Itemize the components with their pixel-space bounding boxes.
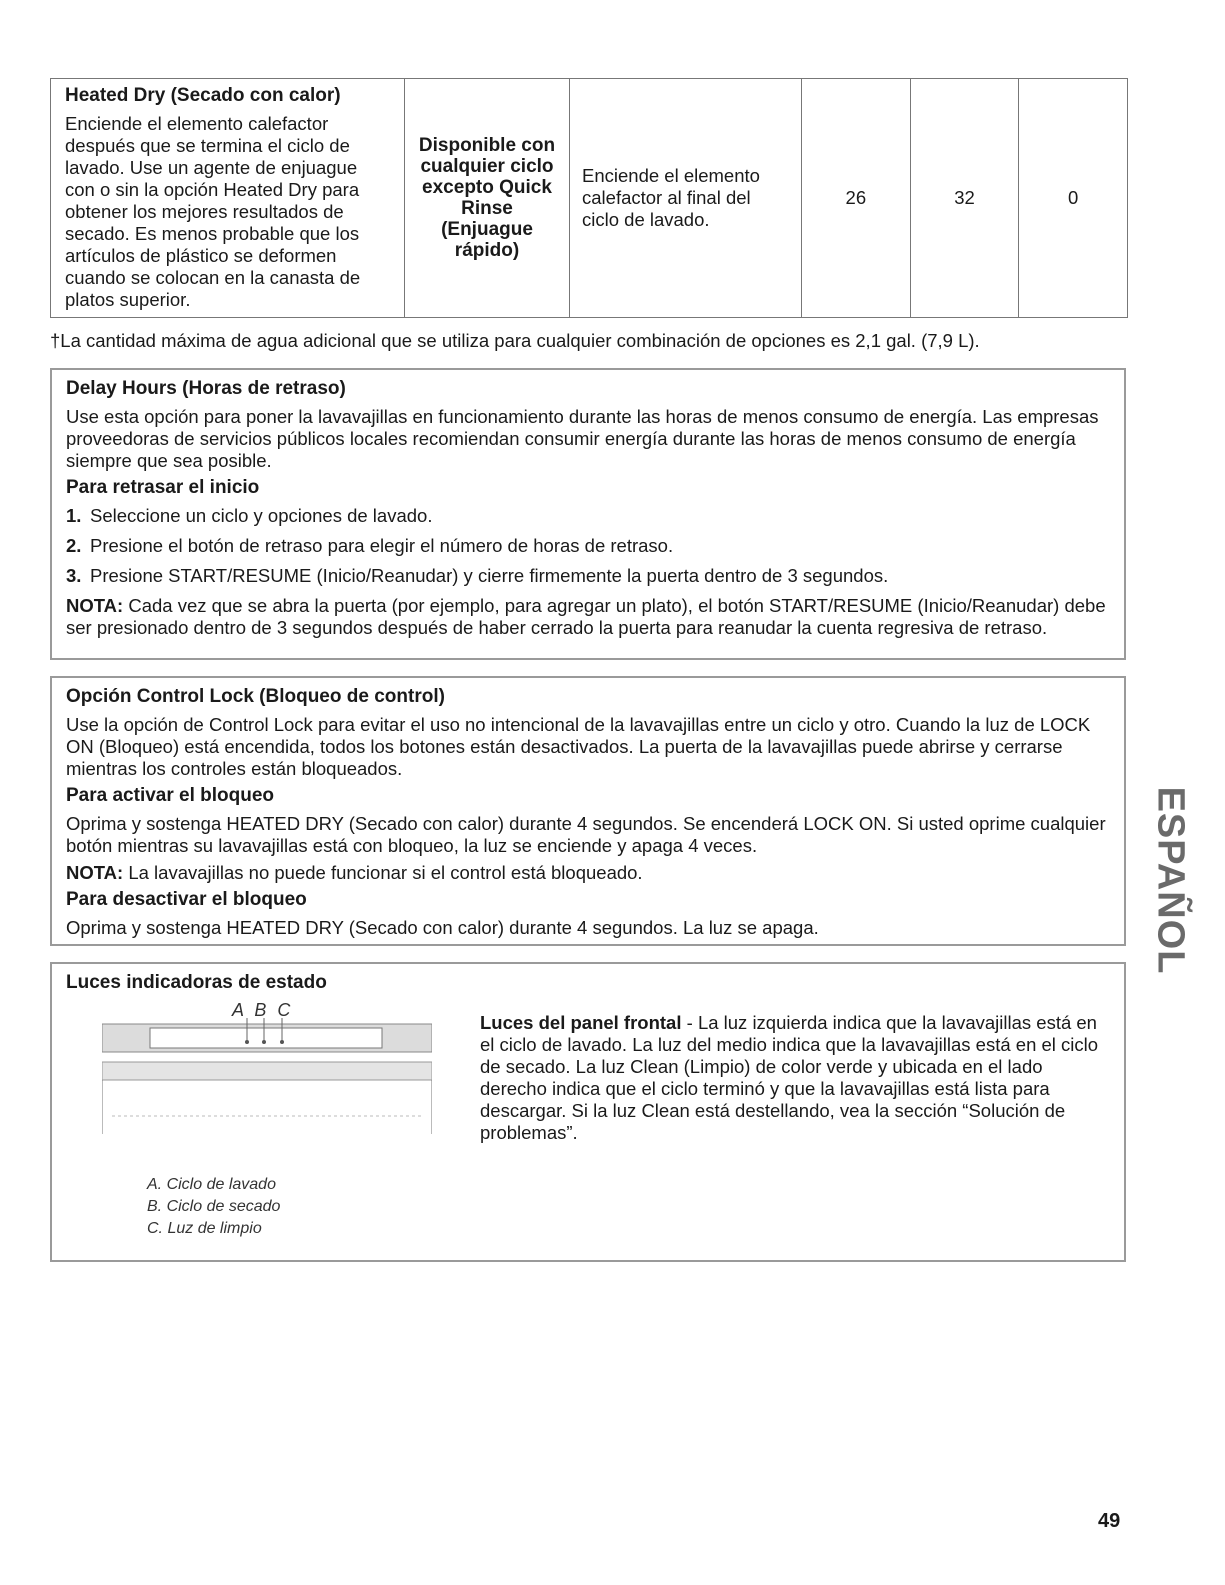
delay-hours-section [50, 368, 1126, 660]
footnote: †La cantidad máxima de agua adicional que se utiliza para cualquier combinación de opciones es 2,1 gal. (7,9 L). [50, 330, 980, 351]
value-cell-1: 26 [802, 79, 911, 318]
note-label: NOTA: [66, 862, 124, 883]
option-title: Heated Dry (Secado con calor) [65, 85, 341, 106]
list-item [66, 565, 1110, 587]
subsection-title: Para activar el bloqueo [66, 785, 275, 806]
step-text: Presione START/RESUME (Inicio/Reanudar) y cierre firmemente la puerta dentro de 3 segundos. [90, 565, 889, 586]
legend-item: A. Ciclo de lavado [147, 1176, 276, 1193]
step-number: 3. [66, 565, 82, 586]
legend-item: B. Ciclo de secado [147, 1198, 281, 1215]
list-item [66, 535, 1110, 557]
figure-legend [147, 1174, 280, 1240]
side-tab-label: ESPAÑOL [1149, 786, 1192, 974]
front-panel-lights-text [480, 1012, 1110, 1144]
paragraph: Oprima y sostenga HEATED DRY (Secado con calor) durante 4 segundos. Se encenderá LOCK ON. Si usted oprime cualquier botón mientras su lavavajillas está con bloqueo, la luz se enciende y apaga 4 veces. [66, 813, 1106, 856]
page-number: 49 [1098, 1510, 1121, 1532]
note-label: NOTA: [66, 595, 124, 616]
subsection-title: Para desactivar el bloqueo [66, 889, 307, 910]
step-text: Seleccione un ciclo y opciones de lavado. [90, 505, 433, 526]
option-function: Enciende el elemento calefactor al final del ciclo de lavado. [570, 79, 802, 318]
status-lights-section [50, 962, 1126, 1262]
note-text: La lavavajillas no puede funcionar si el control está bloqueado. [123, 862, 643, 883]
subsection-title: Para retrasar el inicio [66, 477, 260, 498]
section-intro: Use la opción de Control Lock para evitar el uso no intencional de la lavavajillas entre un ciclo y otro. Cuando la luz de LOCK ON (Bloqueo) está encendida, todos los botones están desactivados. La puerta de la lavavajillas puede abrirse y cerrarse mientras los controles están bloqueados. [66, 714, 1091, 779]
language-side-tab [1140, 786, 1200, 974]
step-number: 1. [66, 505, 82, 526]
value-cell-2: 32 [910, 79, 1019, 318]
table-row [51, 79, 1128, 318]
step-text: Presione el botón de retraso para elegir el número de horas de retraso. [90, 535, 674, 556]
section-intro: Use esta opción para poner la lavavajillas en funcionamiento durante las horas de menos consumo de energía. Las empresas proveedoras de servicios públicos locales recomiendan consumir energía durante las horas de menos consumo de energía siempre que sea posible. [66, 406, 1099, 471]
heated-dry-table [50, 78, 1128, 318]
section-title: Luces indicadoras de estado [66, 972, 327, 993]
steps-list [66, 505, 1110, 587]
list-item [66, 505, 1110, 527]
value-cell-3: 0 [1019, 79, 1128, 318]
section-title: Opción Control Lock (Bloqueo de control) [66, 686, 445, 707]
option-description: Enciende el elemento calefactor después que se termina el ciclo de lavado. Use un agente de enjuague con o sin la opción Heated Dry para obtener los mejores resultados de secado. Es menos probable que los artículos de plástico se deformen cuando se colocan en la canasta de platos superior. [65, 113, 361, 310]
note [66, 595, 1110, 639]
figure-labels: A B C [232, 1000, 294, 1020]
control-lock-section [50, 676, 1126, 946]
option-description-cell [51, 79, 405, 318]
control-panel-illustration [102, 1004, 432, 1154]
lights-text-body: - La luz izquierda indica que la lavavajillas está en el ciclo de lavado. La luz del medio indica que la lavavajillas está en el ciclo de secado. La luz Clean (Limpio) de color verde y ubicada en el lado derecho indica que el ciclo terminó y que la lavavajillas está lista para descargar. Si la luz Clean está destellando, vea la sección “Solución de problemas”. [480, 1012, 1099, 1143]
lights-text-label: Luces del panel frontal [480, 1012, 682, 1033]
note [66, 862, 1110, 884]
legend-item: C. Luz de limpio [147, 1220, 262, 1237]
option-availability: Disponible con cualquier ciclo excepto Quick Rinse (Enjuague rápido) [405, 79, 570, 318]
step-number: 2. [66, 535, 82, 556]
note-text: Cada vez que se abra la puerta (por ejemplo, para agregar un plato), el botón START/RESUME (Inicio/Reanudar) debe ser presionado dentro de 3 segundos después de haber cerrado la puerta para reanudar la cuenta regresiva de retraso. [66, 595, 1106, 638]
section-title: Delay Hours (Horas de retraso) [66, 378, 346, 399]
paragraph: Oprima y sostenga HEATED DRY (Secado con calor) durante 4 segundos. La luz se apaga. [66, 917, 819, 938]
